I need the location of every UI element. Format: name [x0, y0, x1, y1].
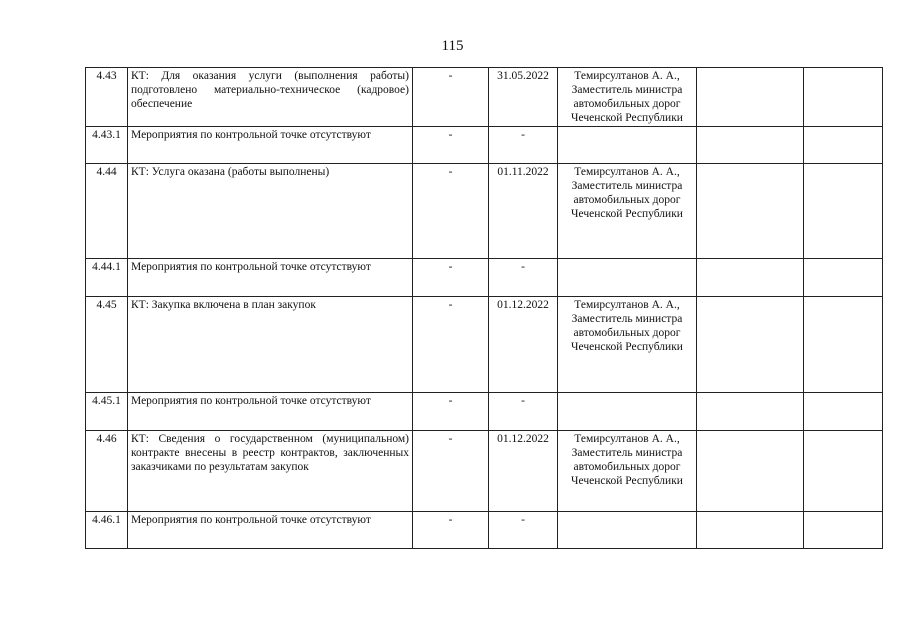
empty-cell	[804, 512, 883, 549]
empty-cell	[697, 297, 804, 393]
empty-cell	[804, 431, 883, 512]
row-date: -	[489, 512, 558, 549]
row-dash: -	[413, 164, 489, 259]
row-title: Мероприятия по контрольной точке отсутствуют	[128, 393, 413, 431]
row-date: -	[489, 393, 558, 431]
row-date: -	[489, 259, 558, 297]
responsible-position: автомобильных дорог	[573, 461, 681, 473]
empty-cell	[558, 393, 697, 431]
row-dash: -	[413, 297, 489, 393]
table-row	[86, 164, 883, 259]
responsible-position: автомобильных дорог	[573, 327, 681, 339]
responsible-position: Чеченской Республики	[571, 475, 683, 487]
empty-cell	[697, 127, 804, 164]
row-date: -	[489, 127, 558, 164]
row-date: 31.05.2022	[489, 68, 558, 127]
table-row	[86, 393, 883, 431]
row-responsible	[558, 164, 697, 259]
empty-cell	[697, 512, 804, 549]
responsible-position: Чеченской Республики	[571, 112, 683, 124]
row-dash: -	[413, 512, 489, 549]
row-date: 01.11.2022	[489, 164, 558, 259]
empty-cell	[804, 127, 883, 164]
empty-cell	[697, 431, 804, 512]
row-title: КТ: Для оказания услуги (выполнения работы) подготовлено материально-техническое (кадровое) обеспечение	[128, 68, 413, 127]
row-number: 4.46.1	[86, 512, 128, 549]
row-dash: -	[413, 127, 489, 164]
empty-cell	[558, 127, 697, 164]
responsible-position: Заместитель министра	[571, 180, 683, 192]
responsible-position: автомобильных дорог	[573, 98, 681, 110]
row-responsible	[558, 297, 697, 393]
empty-cell	[697, 164, 804, 259]
row-number: 4.45	[86, 297, 128, 393]
responsible-name: Темирсултанов А. А.,	[574, 70, 680, 82]
responsible-position: Чеченской Республики	[571, 341, 683, 353]
row-responsible	[558, 68, 697, 127]
table-row	[86, 259, 883, 297]
row-title: Мероприятия по контрольной точке отсутствуют	[128, 512, 413, 549]
responsible-position: Заместитель министра	[571, 84, 683, 96]
empty-cell	[804, 68, 883, 127]
responsible-position: Чеченской Республики	[571, 208, 683, 220]
empty-cell	[697, 393, 804, 431]
responsible-position: Заместитель министра	[571, 447, 683, 459]
row-title: КТ: Закупка включена в план закупок	[128, 297, 413, 393]
row-dash: -	[413, 259, 489, 297]
row-number: 4.44	[86, 164, 128, 259]
row-title: КТ: Сведения о государственном (муниципальном) контракте внесены в реестр контрактов, заключенных заказчиками по результатам закупок	[128, 431, 413, 512]
row-number: 4.44.1	[86, 259, 128, 297]
row-title: Мероприятия по контрольной точке отсутствуют	[128, 127, 413, 164]
responsible-name: Темирсултанов А. А.,	[574, 166, 680, 178]
row-number: 4.43	[86, 68, 128, 127]
schedule-table	[85, 67, 883, 549]
empty-cell	[804, 259, 883, 297]
empty-cell	[697, 68, 804, 127]
row-number: 4.46	[86, 431, 128, 512]
responsible-name: Темирсултанов А. А.,	[574, 299, 680, 311]
row-title: Мероприятия по контрольной точке отсутствуют	[128, 259, 413, 297]
page-number: 115	[441, 38, 464, 54]
row-number: 4.45.1	[86, 393, 128, 431]
row-number: 4.43.1	[86, 127, 128, 164]
empty-cell	[558, 259, 697, 297]
empty-cell	[804, 297, 883, 393]
table-row	[86, 512, 883, 549]
responsible-name: Темирсултанов А. А.,	[574, 433, 680, 445]
table-row	[86, 68, 883, 127]
empty-cell	[558, 512, 697, 549]
row-title: КТ: Услуга оказана (работы выполнены)	[128, 164, 413, 259]
row-responsible	[558, 431, 697, 512]
row-dash: -	[413, 431, 489, 512]
row-date: 01.12.2022	[489, 431, 558, 512]
empty-cell	[804, 393, 883, 431]
row-dash: -	[413, 68, 489, 127]
empty-cell	[697, 259, 804, 297]
table-row	[86, 431, 883, 512]
table-row	[86, 127, 883, 164]
row-dash: -	[413, 393, 489, 431]
table-row	[86, 297, 883, 393]
responsible-position: автомобильных дорог	[573, 194, 681, 206]
empty-cell	[804, 164, 883, 259]
row-date: 01.12.2022	[489, 297, 558, 393]
responsible-position: Заместитель министра	[571, 313, 683, 325]
